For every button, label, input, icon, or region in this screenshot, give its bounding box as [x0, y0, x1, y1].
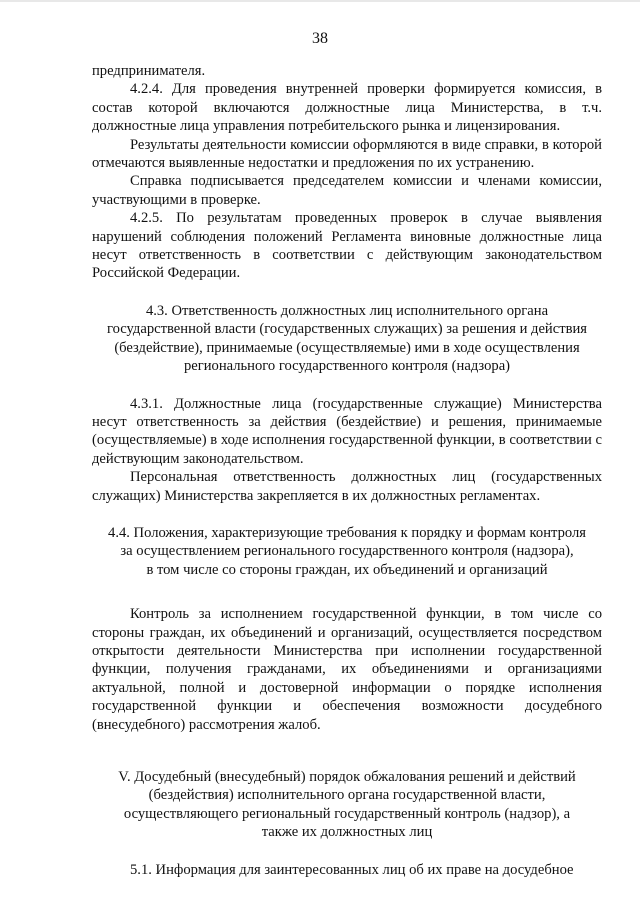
paragraph-continuation: предпринимателя. — [92, 63, 206, 79]
paragraph-4-2-4: 4.2.4. Для проведения внутренней проверки формируется комиссия, в состав которой включаются должностные лица Министерства, в т.ч. должностные лица управления потребительского рынка и лицензирования. — [92, 81, 602, 135]
heading-line: государственной власти (государственных служащих) за решения и действия — [106, 321, 588, 338]
section-heading-4-3 — [92, 302, 602, 376]
section-heading-4-4 — [92, 524, 602, 579]
heading-line: также их должностных лиц — [261, 824, 433, 841]
page-top-edge — [0, 0, 640, 2]
paragraph-4-3-1: 4.3.1. Должностные лица (государственные служащие) Министерства несут ответственность за действия (бездействие) и решения, принимаемые (осуществляемые) в ходе исполнения государственной функции, в соответствии с действующим законодательством. — [92, 395, 602, 467]
heading-line: (бездействие), принимаемые (осуществляемые) ими в ходе осуществления — [114, 339, 580, 356]
heading-line: в том числе со стороны граждан, их объединений и организаций — [146, 561, 548, 578]
paragraph-personal-responsibility: Персональная ответственность должностных лиц (государственных служащих) Министерства закрепляется в их должностных регламентах. — [92, 469, 602, 504]
paragraph-signature: Справка подписывается председателем комиссии и членами комиссии, участвующими в проверке. — [92, 173, 602, 208]
heading-line: (бездействия) исполнительного органа государственной власти, — [148, 787, 546, 804]
heading-line: 4.3. Ответственность должностных лиц исполнительного органа — [145, 302, 549, 319]
heading-line: осуществляющего региональный государственный контроль (надзор), а — [123, 805, 571, 822]
section-heading-v — [92, 768, 602, 842]
paragraph-4-2-5: 4.2.5. По результатам проведенных проверок в случае выявления нарушений соблюдения положений Регламента виновные должностные лица несут ответственность в соответствии с действующим законодательством Российской Федерации. — [92, 210, 602, 282]
heading-line: за осуществлением регионального государственного контроля (надзора), — [120, 543, 574, 560]
page-number: 38 — [312, 30, 328, 47]
heading-line: 4.4. Положения, характеризующие требования к порядку и формам контроля — [108, 524, 586, 541]
heading-line: V. Досудебный (внесудебный) порядок обжалования решений и действий — [118, 769, 576, 785]
heading-line: регионального государственного контроля (надзора) — [183, 358, 511, 375]
paragraph-results: Результаты деятельности комиссии оформляются в виде справки, в которой отмечаются выявленные недостатки и предложения по их устранению. — [92, 136, 602, 172]
paragraph-5-1: 5.1. Информация для заинтересованных лиц об их праве на досудебное — [130, 861, 574, 878]
document-body — [92, 62, 602, 879]
paragraph-control: Контроль за исполнением государственной функции, в том числе со стороны граждан, их объединений и организаций, осуществляется посредством открытости деятельности Министерства при исполнении государственной функции, получения гражданами, их объединениями и организациями актуальной, полной и достоверной информации о порядке исполнения государственной функции и обеспечения возможности досудебного (внесудебного) рассмотрения жалоб. — [92, 606, 602, 733]
